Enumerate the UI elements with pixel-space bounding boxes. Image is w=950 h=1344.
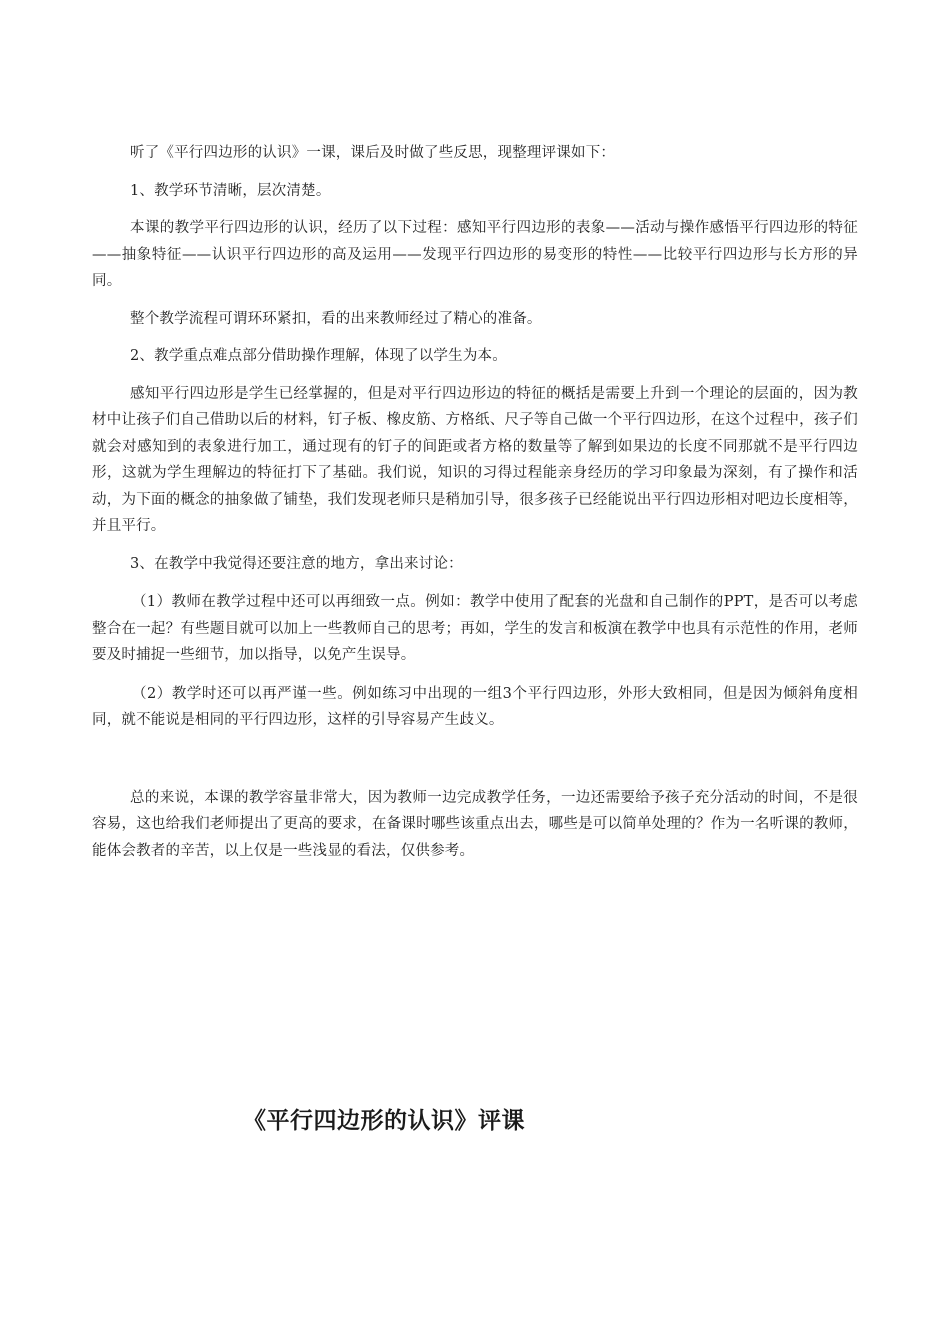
- point3-item-2: （2）教学时还可以再严谨一些。例如练习中出现的一组3个平行四边形，外形大致相同，但是因为倾斜角度相同，就不能说是相同的平行四边形，这样的引导容易产生歧义。: [92, 685, 858, 728]
- intro-paragraph: 听了《平行四边形的认识》一课，课后及时做了些反思，现整理评课如下：: [130, 145, 616, 161]
- point2-body: 感知平行四边形是学生已经掌握的，但是对平行四边形边的特征的概括是需要上升到一个理论的层面的，因为教材中让孩子们自己借助以后的材料，钉子板、橡皮筋、方格纸、尺子等自己做一个平行四边形，在这个过程中，孩子们就会对感知到的表象进行加工，通过现有的钉子的间距或者方格的数量等了解到如果边的长度不同那就不是平行四边形，这就为学生理解边的特征打下了基础。我们说，知识的习得过程能亲身经历的学习印象最为深刻，有了操作和活动，为下面的概念的抽象做了铺垫，我们发现老师只是稍加引导，很多孩子已经能说出平行四边形相对吧边长度相等，并且平行。: [92, 385, 858, 534]
- point1-heading: 1、教学环节清晰，层次清楚。: [130, 182, 331, 199]
- point1-summary: 整个教学流程可谓环环紧扣，看的出来教师经过了精心的准备。: [130, 310, 542, 327]
- point3-item-1: （1）教师在教学过程中还可以再细致一点。例如：教学中使用了配套的光盘和自己制作的PPT，是否可以考虑整合在一起？有些题目就可以加上一些教师自己的思考；再如，学生的发言和板演在教学中也具有示范性的作用，老师要及时捕捉一些细节，加以指导，以免产生误导。: [92, 594, 858, 663]
- conclusion-paragraph: 总的来说，本课的教学容量非常大，因为教师一边完成教学任务，一边还需要给予孩子充分活动的时间，不是很容易，这也给我们老师提出了更高的要求，在备课时哪些该重点出去，哪些是可以简单处理的？作为一名听课的教师，能体会教者的辛苦，以上仅是一些浅显的看法，仅供参考。: [92, 789, 858, 859]
- point3-heading: 3、在教学中我觉得还要注意的地方，拿出来讨论：: [130, 555, 463, 572]
- point1-body: 本课的教学平行四边形的认识，经历了以下过程：感知平行四边形的表象——活动与操作感悟平行四边形的特征——抽象特征——认识平行四边形的高及运用——发现平行四边形的易变形的特性——比较平行四边形与长方形的异同。: [92, 220, 858, 289]
- document-body: [92, 140, 858, 864]
- document-title: 《平行四边形的认识》评课: [243, 1108, 525, 1134]
- point2-heading: 2、教学重点难点部分借助操作理解，体现了以学生为本。: [130, 348, 507, 364]
